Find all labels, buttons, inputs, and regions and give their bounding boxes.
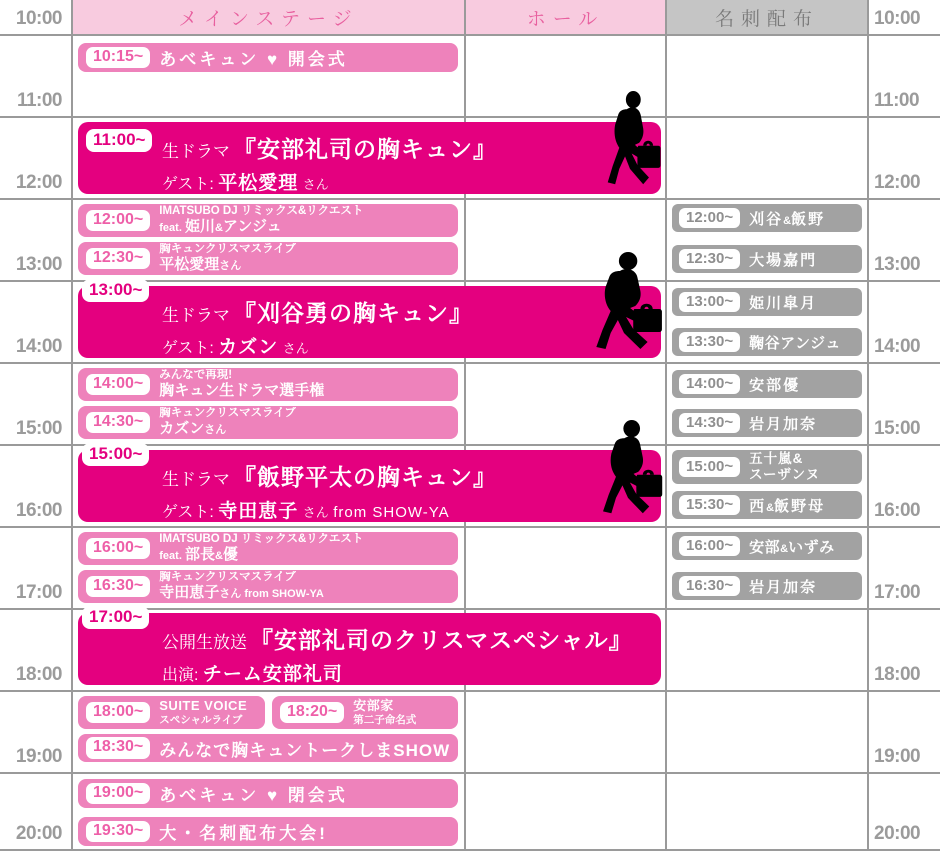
time-label-right: 15:00 xyxy=(874,418,921,439)
event-guest-line xyxy=(162,332,653,359)
guest-name: 平松愛理 xyxy=(218,173,299,194)
event-xmas-live-cousin xyxy=(78,406,458,439)
event-line1: 胸キュンクリスマスライブ xyxy=(159,242,296,255)
walking-businessman-icon xyxy=(597,90,663,191)
grid-hline xyxy=(0,849,940,851)
time-label-right: 18:00 xyxy=(874,664,921,685)
event-title: あべキュン ♥ 閉会式 xyxy=(159,786,348,805)
performer-suffix: さん xyxy=(204,424,227,437)
grid-hline xyxy=(0,362,940,364)
time-badge: 17:00~ xyxy=(82,606,149,629)
handout-names xyxy=(749,208,825,229)
person-name: 大場嘉門 xyxy=(749,251,818,269)
ampersand: & xyxy=(792,451,804,467)
card-handout-mariya-anju xyxy=(672,328,862,356)
event-text xyxy=(159,533,363,565)
event-title: みんなで胸キュントークしまSHOW xyxy=(159,740,451,760)
guest-suffix: さん xyxy=(302,505,329,520)
event-line2: スペシャルライブ xyxy=(159,714,243,726)
handout-names xyxy=(749,576,817,597)
event-line2 xyxy=(159,420,296,438)
event-title: 『飯野平太の胸キュン』 xyxy=(233,464,497,490)
column-header-card-handout-label: 名刺配布 xyxy=(714,8,819,30)
event-line2 xyxy=(159,584,324,602)
time-badge: 18:20~ xyxy=(280,702,344,723)
event-line2 xyxy=(159,218,363,236)
person-name: 西 xyxy=(749,497,767,515)
event-opening-ceremony xyxy=(78,43,458,72)
event-title: 『安部礼司の胸キュン』 xyxy=(233,136,497,162)
person-name: いずみ xyxy=(788,538,835,556)
time-badge: 16:00~ xyxy=(86,538,150,559)
grid-hline xyxy=(0,116,940,118)
guest-label: ゲスト: xyxy=(162,340,214,357)
performer-name: 部長 xyxy=(184,546,215,564)
event-line2 xyxy=(159,546,363,564)
performer-name: 優 xyxy=(222,546,238,564)
event-title: 『安部礼司のクリスマスペシャル』 xyxy=(250,627,633,653)
time-label-right: 14:00 xyxy=(874,336,921,357)
time-badge: 14:30~ xyxy=(86,412,150,433)
event-live-broadcast-xmas-special xyxy=(78,607,661,685)
person-name: 五十嵐 xyxy=(749,451,793,467)
ampersand: & xyxy=(214,222,223,235)
event-line2 xyxy=(159,382,324,400)
grid-hline xyxy=(0,526,940,528)
event-title-line xyxy=(162,295,653,328)
time-badge: 19:00~ xyxy=(86,783,150,804)
card-handout-kariya-iino xyxy=(672,204,862,232)
ampersand: & xyxy=(766,501,775,514)
performer-name: 平松愛理 xyxy=(159,256,220,274)
time-badge: 13:30~ xyxy=(679,332,740,352)
handout-names xyxy=(749,332,841,353)
person-name: 飯野母 xyxy=(774,497,826,515)
ampersand: & xyxy=(783,214,792,227)
time-badge: 18:30~ xyxy=(86,737,150,758)
time-badge: 14:00~ xyxy=(679,374,740,394)
time-badge: 10:15~ xyxy=(86,47,150,68)
guest-affiliation: from SHOW-YA xyxy=(333,504,450,521)
handout-names xyxy=(749,374,800,395)
grid-hline xyxy=(0,772,940,774)
event-line2: 第二子命名式 xyxy=(353,714,417,726)
event-line1: みんなで再現! xyxy=(159,368,233,381)
time-badge: 13:00~ xyxy=(679,292,740,312)
time-label-left: 14:00 xyxy=(15,336,62,357)
handout-names xyxy=(749,292,817,313)
walking-businessman-icon xyxy=(583,251,665,356)
event-title-line xyxy=(162,622,653,655)
column-header-hall xyxy=(466,0,665,34)
guest-name: カズン xyxy=(218,337,279,358)
time-label-left: 19:00 xyxy=(15,746,62,767)
guest-label: ゲスト: xyxy=(162,504,214,521)
event-text xyxy=(159,205,363,237)
card-handout-abe-izumi xyxy=(672,532,862,560)
event-title-prefix: 公開生放送 xyxy=(162,633,247,652)
time-label-left: 13:00 xyxy=(15,254,62,275)
time-badge: 15:00~ xyxy=(82,443,149,466)
event-drama-championship xyxy=(78,368,458,401)
person-name: 岩月加奈 xyxy=(749,415,818,433)
event-title-prefix: 生ドラマ xyxy=(162,306,230,325)
grid-vline xyxy=(665,0,667,851)
event-line1: IMATSUBO DJ リミックス&リクエスト xyxy=(159,204,364,217)
guest-suffix: さん xyxy=(282,341,309,356)
person-name: 飯野 xyxy=(791,210,826,228)
time-badge: 14:30~ xyxy=(679,413,740,433)
walking-businessman-icon xyxy=(591,419,665,520)
card-handout-iwatsuki-kana-2 xyxy=(672,572,862,600)
event-text xyxy=(159,243,296,275)
event-imatsubo-dj-2 xyxy=(78,532,458,565)
column-header-card-handout xyxy=(667,0,867,34)
performer-suffix: さん xyxy=(219,260,242,273)
event-live-drama-kariya-isamu xyxy=(78,280,661,358)
time-badge: 16:30~ xyxy=(86,576,150,597)
event-xmas-live-hiramatsu xyxy=(78,242,458,275)
event-imatsubo-dj-1 xyxy=(78,204,458,237)
time-label-right: 20:00 xyxy=(874,823,921,844)
grid-vline xyxy=(867,0,869,851)
event-text xyxy=(159,369,324,401)
event-text xyxy=(353,698,416,726)
event-line1: SUITE VOICE xyxy=(159,698,248,714)
time-label-left: 12:00 xyxy=(15,172,62,193)
card-handout-iwatsuki-kana-1 xyxy=(672,409,862,437)
time-label-right: 19:00 xyxy=(874,746,921,767)
time-label-left: 18:00 xyxy=(15,664,62,685)
person-name: 鞠谷アンジュ xyxy=(749,334,841,352)
person-name: 安部優 xyxy=(749,376,801,394)
event-title-prefix: 生ドラマ xyxy=(162,470,230,489)
person-name: 安部 xyxy=(749,538,781,556)
performer-name: 姫川 xyxy=(184,218,215,236)
time-label-left: 11:00 xyxy=(16,90,62,111)
time-badge: 16:30~ xyxy=(679,576,740,596)
guest-name: 寺田恵子 xyxy=(218,501,299,522)
event-closing-ceremony xyxy=(78,779,458,808)
guest-suffix: さん xyxy=(302,177,329,192)
grid-hline xyxy=(0,690,940,692)
performer-suffix: さん from SHOW-YA xyxy=(219,588,324,601)
cast-label: 出演: xyxy=(162,667,199,684)
feat-label: feat. xyxy=(159,222,185,235)
time-label-left: 20:00 xyxy=(15,823,62,844)
event-guest-line xyxy=(162,168,653,195)
time-badge: 12:00~ xyxy=(86,210,150,231)
time-label-right: 17:00 xyxy=(874,582,921,603)
time-label-left: 10:00 xyxy=(15,8,62,29)
event-talk-show xyxy=(78,734,458,762)
handout-names xyxy=(749,413,817,434)
time-badge: 14:00~ xyxy=(86,374,150,395)
event-suite-voice-live xyxy=(78,696,265,729)
grid-hline xyxy=(0,34,940,36)
ampersand: & xyxy=(780,542,789,555)
handout-names xyxy=(749,249,817,270)
handout-names xyxy=(749,536,834,557)
time-label-right: 16:00 xyxy=(874,500,921,521)
column-header-main-stage-label: メインステージ xyxy=(178,8,359,30)
handout-names xyxy=(749,495,825,516)
time-label-right: 11:00 xyxy=(874,90,920,111)
event-title-line xyxy=(162,459,653,492)
card-handout-abe-yu xyxy=(672,370,862,398)
event-live-drama-abe-reiji xyxy=(78,122,661,194)
person-name: スーザンヌ xyxy=(749,467,821,482)
time-label-left: 15:00 xyxy=(15,418,62,439)
time-label-right: 10:00 xyxy=(874,8,921,29)
event-line2-text: 胸キュン生ドラマ選手権 xyxy=(159,382,325,400)
event-guest-line xyxy=(162,496,653,523)
event-title-line xyxy=(162,131,653,164)
grid-vline xyxy=(71,0,73,851)
event-line1: 胸キュンクリスマスライブ xyxy=(159,570,296,583)
time-badge: 19:30~ xyxy=(86,821,150,842)
feat-label: feat. xyxy=(159,550,185,563)
performer-name: アンジュ xyxy=(222,218,282,236)
person-name: 刈谷 xyxy=(749,210,784,228)
performer-name: 寺田恵子 xyxy=(159,584,220,602)
event-naming-ceremony xyxy=(272,696,458,729)
card-handout-himekawa-satsuki xyxy=(672,288,862,316)
event-title: 『刈谷勇の胸キュン』 xyxy=(233,300,473,326)
handout-names xyxy=(749,451,820,482)
cast-name: チーム安部礼司 xyxy=(202,664,343,685)
time-badge: 12:00~ xyxy=(679,208,740,228)
event-text xyxy=(159,571,324,603)
event-text xyxy=(159,407,296,439)
time-badge: 11:00~ xyxy=(86,129,152,152)
column-header-main-stage xyxy=(73,0,464,34)
time-label-right: 12:00 xyxy=(874,172,921,193)
event-text xyxy=(159,698,247,726)
event-xmas-live-terada xyxy=(78,570,458,603)
card-handout-oba-kamon xyxy=(672,245,862,273)
handout-names-line1 xyxy=(749,451,820,467)
event-grand-card-handout xyxy=(78,817,458,846)
performer-name: カズン xyxy=(159,420,205,438)
event-title: 大・名刺配布大会! xyxy=(159,824,328,843)
time-badge: 13:00~ xyxy=(82,279,149,302)
event-line1: IMATSUBO DJ リミックス&リクエスト xyxy=(159,532,364,545)
event-live-drama-iino-heita xyxy=(78,444,661,522)
event-line1: 安部家 xyxy=(353,698,394,714)
event-cast-line xyxy=(162,659,653,686)
event-title: あべキュン ♥ 開会式 xyxy=(159,50,348,69)
card-handout-igarashi-susannu xyxy=(672,450,862,484)
time-badge: 15:30~ xyxy=(679,495,740,515)
time-label-left: 17:00 xyxy=(15,582,62,603)
guest-label: ゲスト: xyxy=(162,176,214,193)
ampersand: & xyxy=(214,550,223,563)
time-label-right: 13:00 xyxy=(874,254,921,275)
event-title-prefix: 生ドラマ xyxy=(162,142,230,161)
time-label-left: 16:00 xyxy=(15,500,62,521)
event-line1: 胸キュンクリスマスライブ xyxy=(159,406,296,419)
column-header-hall-label: ホール xyxy=(526,8,605,30)
event-line2 xyxy=(159,256,296,274)
time-badge: 12:30~ xyxy=(86,248,150,269)
grid-hline xyxy=(0,198,940,200)
person-name: 岩月加奈 xyxy=(749,578,818,596)
time-badge: 12:30~ xyxy=(679,249,740,269)
person-name: 姫川皐月 xyxy=(749,294,818,312)
card-handout-nishi-iino-haha xyxy=(672,491,862,519)
time-badge: 15:00~ xyxy=(679,457,740,477)
time-badge: 18:00~ xyxy=(86,702,150,723)
time-badge: 16:00~ xyxy=(679,536,740,556)
